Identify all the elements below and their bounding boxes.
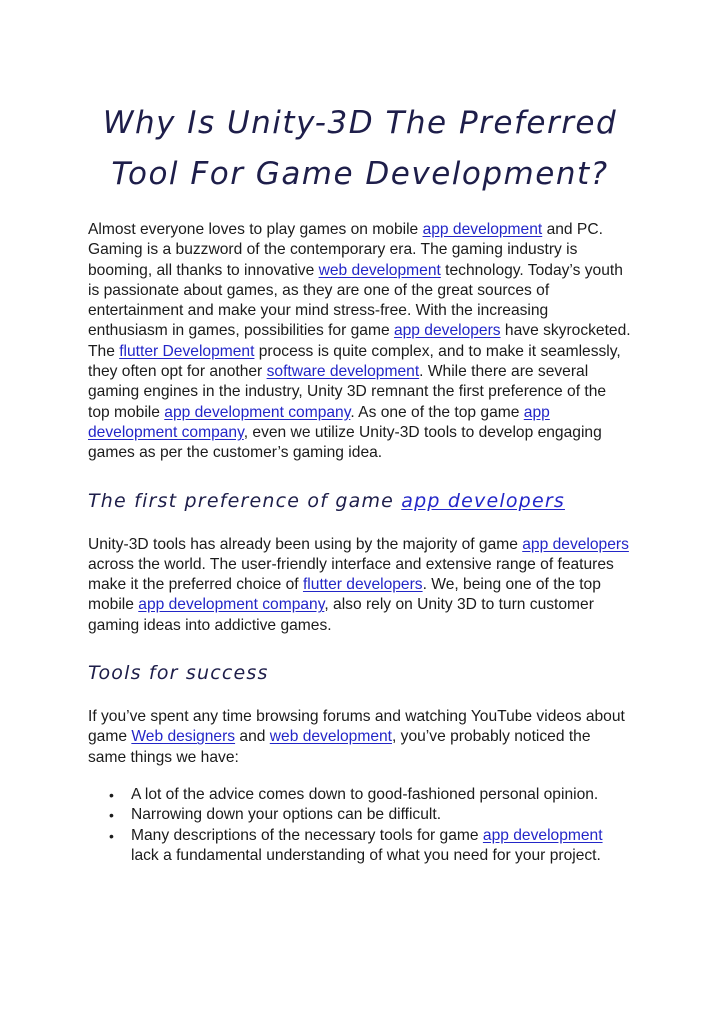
bullet-list	[88, 785, 632, 866]
section-heading-first-preference	[88, 488, 632, 514]
link-web-development[interactable]: web development	[318, 261, 441, 279]
text-span: . While there are several gaming engines in the industry, Unity 3D remnant the first preference of the top mobile	[88, 363, 607, 421]
link-flutter-developers[interactable]: flutter developers	[302, 576, 423, 594]
intro-paragraph	[88, 220, 632, 464]
text-span: across the world. The user-friendly interface and extensive range of features make it the preferred choice of	[88, 555, 614, 594]
link-web-development-2[interactable]: web development	[269, 728, 392, 746]
link-app-developers-2[interactable]: app developers	[522, 535, 629, 553]
text-span: and PC. Gaming is a buzzword of the contemporary era. The gaming industry is booming, all thanks to innovative	[88, 221, 603, 279]
list-item	[131, 826, 632, 867]
text-span: If you’ve spent any time browsing forums and watching YouTube videos about game	[88, 708, 625, 746]
link-software-development[interactable]: software development	[266, 363, 420, 381]
page-title: Why Is Unity-3D The Preferred Tool For Game Development?	[102, 105, 618, 192]
text-span: , even we utilize Unity-3D tools to develop engaging games as per the customer’s gaming idea.	[88, 423, 602, 462]
link-app-development-2[interactable]: app development	[482, 826, 603, 844]
link-flutter-development[interactable]: flutter Development	[119, 342, 255, 360]
text-span: technology. Today’s youth is passionate about games, as they are one of the great sources of entertainment and make your mind stress-free. With the increasing enthusiasm in games, possibilities for game	[88, 261, 623, 340]
text-span: Almost everyone loves to play games on mobile	[88, 221, 423, 238]
link-app-development-company-3[interactable]: app development company	[138, 596, 325, 614]
section1-paragraph	[88, 535, 632, 636]
text-span: process is quite complex, and to make it seamlessly, they often opt for another	[88, 342, 621, 381]
text-span: Unity-3D tools has already been using by the majority of game	[88, 535, 523, 553]
link-app-development[interactable]: app development	[422, 221, 543, 238]
text-span: and	[235, 728, 270, 746]
text-span: have skyrocketed. The	[88, 322, 631, 360]
text-span: Many descriptions of the necessary tools for game	[131, 826, 483, 844]
link-app-development-company-2[interactable]: app development company	[88, 403, 550, 441]
list-item: • Narrowing down your options can be difficult.	[131, 805, 632, 825]
link-web-designers[interactable]: Web designers	[131, 728, 236, 746]
text-span: lack a fundamental understanding of what you need for your project.	[131, 846, 601, 864]
text-span: , also rely on Unity 3D to turn customer gaming ideas into addictive games.	[88, 596, 594, 634]
link-app-developers[interactable]: app developers	[393, 322, 501, 340]
section2-paragraph	[88, 707, 632, 768]
heading-text: The first preference of game	[88, 489, 402, 512]
link-app-development-company[interactable]: app development company	[164, 403, 351, 421]
heading-link-app-developers[interactable]: app developers	[401, 489, 565, 512]
list-item: • A lot of the advice comes down to good-fashioned personal opinion.	[131, 785, 632, 805]
text-span: . As one of the top game	[350, 403, 524, 421]
section-heading-tools-for-success: Tools for success	[88, 662, 269, 685]
text-span: , you’ve probably noticed the same things we have:	[88, 728, 591, 766]
text-span: . We, being one of the top mobile	[88, 576, 601, 614]
